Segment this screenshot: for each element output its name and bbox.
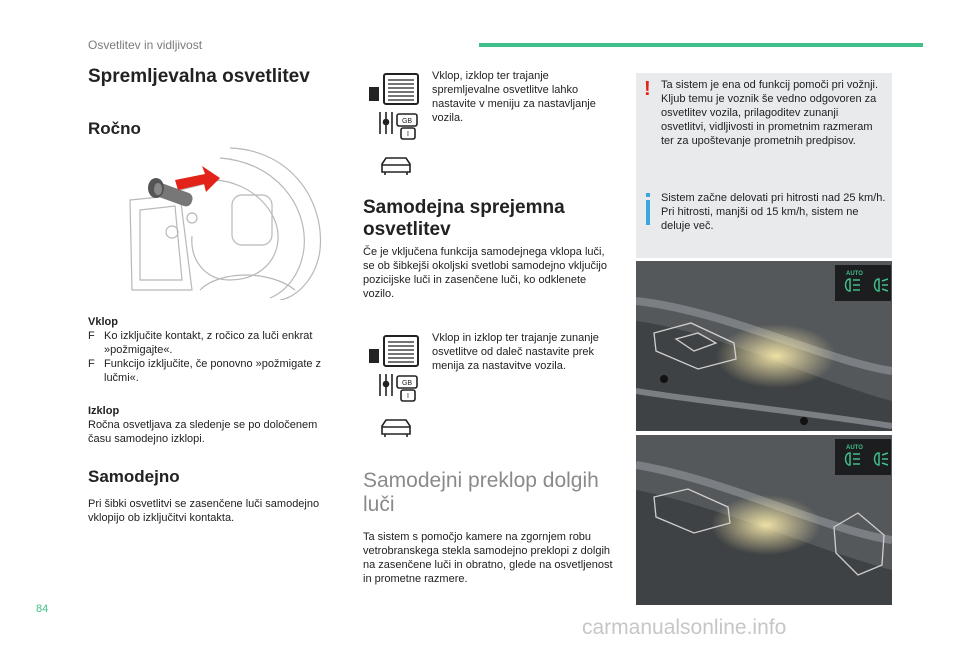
auto-text: Pri šibki osvetlitvi se zasenčene luči samodejno vklopijo ob izključitvi kontakta. (88, 498, 320, 524)
gb-label: GB (401, 118, 413, 125)
touchscreen-icon (369, 336, 418, 366)
i-label: I (407, 393, 409, 400)
settings-menu-icons-2 (364, 334, 424, 446)
auto-highbeam-illustration-1 (636, 261, 892, 431)
warning-text: Ta sistem je ena od funkcij pomoči pri vožnji. Kljub temu je voznik še vedno odgovoren za osvetlitev vozila, prilagoditev zunanji osvetlitvi, vidljivosti in prometnim razmeram ter za upoštevanje prometnih predpisov. (661, 79, 879, 147)
auto-badge: AUTO (846, 271, 863, 277)
settings-menu-icons-1 (364, 72, 424, 184)
on-bullet-list (88, 329, 343, 385)
reception-text: Če je vključena funkcija samodejnega vklopa luči, se ob šibkejši okoljski svetlobi samodejno vključijo pozicijske luči in zasenčene luči, ko odklenete vozilo. (363, 246, 607, 300)
car-icon (382, 158, 410, 175)
page-title: Spremljevalna osvetlitev (88, 66, 310, 87)
on-bullet-2: Funkcijo izključite, če ponovno »požmigate z lučmi«. (104, 358, 322, 384)
auto-heading: Samodejno (88, 467, 180, 486)
settings-sliders-icon (380, 112, 417, 139)
bullet-marker: F (88, 358, 95, 370)
manual-heading: Ročno (88, 119, 141, 138)
gb-label: GB (401, 380, 413, 387)
i-label: I (407, 131, 409, 138)
list-item (88, 329, 343, 357)
reception-title: Samodejna sprejemna osvetlitev (363, 197, 565, 240)
section-accent-bar (479, 43, 923, 47)
info-text: Sistem začne delovati pri hitrosti nad 25 km/h. Pri hitrosti, manjši od 15 km/h, sistem ne deluje več. (661, 192, 886, 232)
car-icon (382, 420, 410, 437)
settings-sliders-icon (380, 374, 417, 401)
off-heading: Izklop (88, 405, 120, 417)
auto-badge: AUTO (846, 445, 863, 451)
section-title: Osvetlitev in vidljivost (88, 38, 203, 52)
touchscreen-icon (369, 74, 418, 104)
bullet-marker: F (88, 330, 95, 342)
page-number: 84 (36, 603, 49, 615)
auto-highbeam-illustration-2 (636, 435, 892, 605)
warning-icon: ! (644, 78, 651, 100)
list-item (88, 357, 343, 385)
watermark: carmanualsonline.info (582, 616, 787, 639)
on-heading: Vklop (88, 316, 118, 328)
off-text: Ročna osvetljava za sledenje se po določenem času samodejno izklopi. (88, 419, 318, 445)
highbeam-title: Samodejni preklop dolgih luči (363, 469, 599, 516)
menu-text-2: Vklop in izklop ter trajanje zunanje osvetlitve od daleč nastavite prek menija za nastavitve vozila. (432, 332, 599, 372)
steering-stalk-illustration (120, 140, 335, 300)
info-icon (646, 193, 650, 225)
menu-text-1: Vklop, izklop ter trajanje spremljevalne osvetlitve lahko nastavite v meniju za nastavljanje vozila. (432, 70, 596, 124)
on-bullet-1: Ko izključite kontakt, z ročico za luči enkrat »požmigajte«. (104, 330, 313, 356)
highbeam-text: Ta sistem s pomočjo kamere na zgornjem robu vetrobranskega stekla samodejno preklopi z dolgih na zasenčene luči in obratno, glede na osvetljenost in prometne razmere. (363, 531, 613, 585)
